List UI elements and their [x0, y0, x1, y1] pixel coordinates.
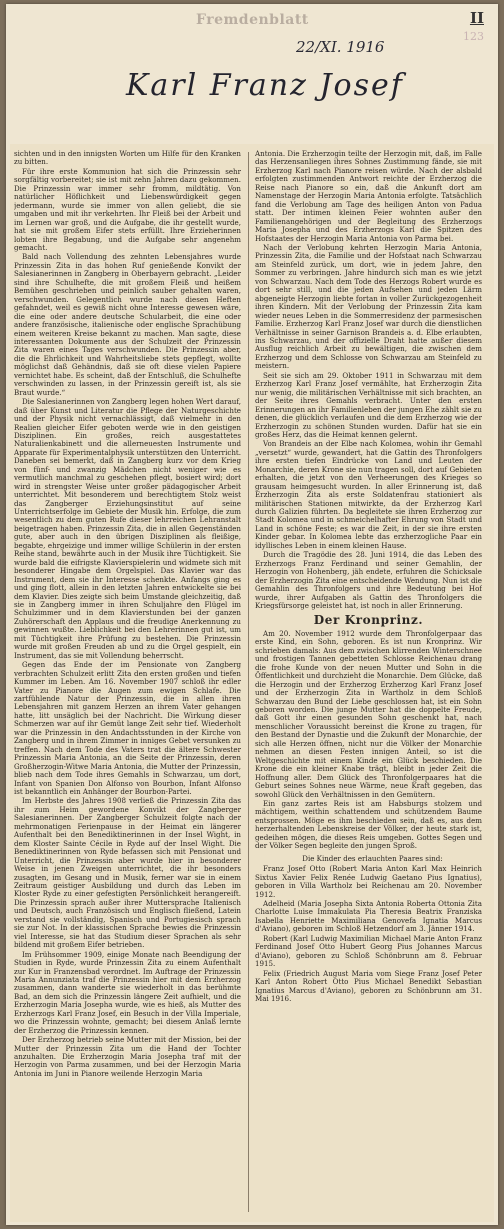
archive-sheet — [6, 4, 498, 1225]
paragraph: Der Erzherzog betrieb seine Mutter mit der Mission, bei der Mutter der Prinzessin Zita um die Hand der Tochter anzuhalten. Die Erzherzogin Maria Josepha traf mit der Herzogin von Parma zusammen, und bei der Herzogin Maria Antonia im Juni in Pianore weilende Herzogin Maria — [14, 1035, 241, 1078]
paragraph: Gegen das Ende der im Pensionate von Zangberg verbrachten Schulzeit erlitt Zita den ersten großen und tiefen Kummer im Leben. Am 16. November 1907 schloß ihr edler Vater zu Pianore die Augen zum ewigen Schlafe. Die zartfühlende Natur der Prinzessin, die in allen ihren Lebensjahren mit ganzem Herzen an ihrem Vater gehangen hatte, litt unsäglich bei der Nachricht. Die Wirkung dieser Schmerzen war auf ihr Gemüt lange Zeit sehr tief. Wiederholt war die Prinzessin in den Andachtsstunden in der Kirche von Zangberg und in ihrem Zimmer in inniges Gebet versunken zu treffen. Nach dem Tode des Vaters trat die ältere Schwester Prinzessin Maria Antonia, an die Seite der Prinzessin, deren Großherzogin-Witwe Maria Antonia, die Mutter der Prinzessin, blieb nach dem Tode ihres Gemahls in Schwarzau, um dort, Infant von Spanien Don Alfonso von Bourbon, Infant Alfonso ist bekanntlich ein Anhänger der Bourbon-Partei. — [14, 660, 241, 796]
paragraph: Von Brandeis an der Elbe nach Kolomea, wohin ihr Gemahl „versetzt“ wurde, gewandert, hat die Gattin des Thronfolgers ihre ersten tiefen Eindrücke von Land und Leuten der Monarchie, deren Krone sie nun tragen soll, dort auf Gebieten erhalten, die jetzt von den Verheerungen des Krieges so grausam heimgesucht wurden. In aller Erinnerung ist, daß Erzherzogin Zita als erste Soldatenfrau stationiert als militärischen Stationen mitwirkte, da der Erzherzog Karl durch Galizien führten. Da begleitete sie ihren Erzherzog zur Stadt Kolomea und in schmeichelhafter Ehrung von Stadt und Land in schöne Feste; es war die Zeit, in der sie ihre ersten Kinder gebar. In Kolomea lebte das erzherzogliche Paar ein idyllisches Leben in einem kleinen Hause. — [255, 439, 482, 550]
paragraph: Durch die Tragödie des 28. Juni 1914, die das Leben des Erzherzogs Franz Ferdinand und seiner Gemahlin, der Herzogin von Hohenberg, jäh endete, erfuhren die Schicksale der Erzherzogin Zita eine entscheidende Wendung. Nun ist die Gemahlin des Thronfolgers und ihre Bedeutung bei Hof wurde, ihrer Aufgaben als Gattin des Thronfolgers die Kriegsfürsorge geleistet hat, ist noch in aller Erinnerung. — [255, 550, 482, 611]
paragraph: Am 20. November 1912 wurde dem Thronfolgerpaar das erste Kind, ein Sohn, geboren. Es ist nun Kronprinz. Wir schrieben damals: Aus dem zwischen klirrenden Winterschnee und frostigen Tannen gebetteten Schlosse Reichenau drang die frohe Kunde von der neuen Mutter und Sohn in die Öffentlichkeit und durchzieht die Monarchie. Dem Glücke, daß die Herzogin und der Erzherzog Erzherzog Karl Franz Josef und der Erzherzogin Zita in Wartholz in dem Schloß Schwarzau den Bund der Liebe geschlossen hat, ist ein Sohn geboren worden. Die junge Mutter hat die doppelte Freude, daß Gott ihr einen gesunden Sohn geschenkt hat, nach menschlicher Voraussicht bereinst die Krone zu tragen, für den Bestand der Dynastie und die Zukunft der Monarchie, der sich alle Herzen öffnen, nicht nur die Völker der Monarchie nehmen an diesen Festen innigen Anteil, so ist die Weltgeschichte mit einem Kinde ein Glück beschieden. Die Krone die ein kleiner Knabe trägt, bleibt in jeder Zeit die Hoffnung aller. Dem Glück des Thronfolgerpaares hat die Geburt seines Sohnes neue Wärme, neue Kraft gegeben, das sowohl Glück den Verhältnissen in den Gemütern. — [255, 628, 482, 799]
paragraph: Im Frühsommer 1909, einige Monate nach Beendigung der Studien in Ryde, wurde Prinzessin Zita zu einem Aufenthalt zur Kur in Franzensbad verordnet. Im Auftrage der Prinzessin Maria Annunziata traf die Prinzessin hier mit dem Erzherzog zusammen, dann wanderte sie wiederholt in das berühmte Bad, an dem sich die Prinzessin längere Zeit aufhielt, und die Erzherzogin Maria Josepha wurde, wie es hieß, als Mutter des Erzherzogs Karl Franz Josef, ein Besuch in der Villa Imperiale, wo die Prinzessin wohnte, gemacht; bei diesem Anlaß lernte der Erzherzog die Prinzessin kennen. — [14, 949, 241, 1035]
left-column — [14, 150, 241, 1218]
paragraph: Antonia. Die Erzherzogin teilte der Herzogin mit, daß, im Falle das Herzensanliegen ihres Sohnes Zustimmung fände, sie mit Erzherzog Karl nach Pianore reisen würde. Nach der alsbald erfolgten zustimmenden Antwort reichte der Erzherzog die Reise nach Pianore so ein, daß die Ankunft dort am Namenstage der Herzogin Maria Antonia erfolgte. Tatsächlich fand die Verlobung am Tage des heiligen Anton von Padua statt. Der intimen kleinen Feier wohnten außer den Familienangehörigen und der Begleitung des Erzherzogs Maria Josepha und des Erzherzogs Karl die Spitzen des Hofstaates der Herzogin Maria Antonia von Parma bei. — [255, 150, 482, 243]
paragraph: Ein ganz zartes Reis ist am Habsburgs stolzem und mächtigem, weithin schattendem und schützendem Baume entsprossen. Möge es ihm beschieden sein, daß es, aus dem herzerhaltenden Lebenskreise der Völker, der heute stark ist, gedeihen mögen, die dieses Reis umgeben. Gottes Segen und der Völker Segen begleite den jungen Sproß. — [255, 798, 482, 851]
archive-number: II — [469, 9, 484, 27]
handwritten-name: Karl Franz Josef — [126, 68, 404, 103]
section-heading-kronprinz: Der Kronprinz. — [313, 613, 424, 628]
children-title: Die Kinder des erlauchten Paares sind: — [302, 853, 443, 863]
newspaper-clipping — [10, 144, 494, 1222]
handwritten-date: 22/XI. 1916 — [296, 38, 385, 56]
child-entry: Adelheid (Maria Josepha Sixta Antonia Roberta Ottonia Zita Charlotte Luise Immakulata Pia Theresia Beatrix Franziska Isabella Henriette Maximiliana Genovefa Ignatia Marcus d'Aviano), geboren im Schloß Hetzendorf am 3. Jänner 1914. — [255, 898, 482, 934]
paragraph: sichten und in den innigsten Worten um Hilfe für den Kranken zu bitten. — [14, 150, 241, 167]
paragraph: Für ihre erste Kommunion hat sich die Prinzessin sehr sorgfältig vorbereitet; sie ist mit zehn Jahren dazu gekommen. Die Prinzessin war immer sehr fromm, mildtätig. Von natürlicher Höflichkeit und Liebenswürdigkeit gegen jedermann, wurde sie immer von allen geliebt, die sie umgaben und mit ihr verkehrten. Ihr Fleiß bei der Arbeit und im Lernen war groß, und die Aufgabe, die ihr gestellt wurde, hat sie mit großem Eifer stets erfüllt. Ihre Erzieherinnen lobten ihre Begabung, und die Aufgabe sehr angenehm gemacht. — [14, 166, 241, 252]
newspaper-stamp: Fremdenblatt — [196, 12, 309, 28]
child-entry: Felix (Friedrich August Maria vom Siege Franz Josef Peter Karl Anton Robert Otto Pius Michael Benedikt Sebastian Ignatius Marcus d'Aviano), geboren zu Schönbrunn am 31. Mai 1916. — [255, 968, 482, 1003]
child-entry: Robert (Karl Ludwig Maximilian Michael Marie Anton Franz Ferdinand Josef Otto Hubert Georg Pius Johannes Marcus d'Aviano), geboren zu Schloß Schönbrunn am 8. Februar 1915. — [255, 933, 482, 969]
paragraph: Seit sie sich am 29. Oktober 1911 in Schwarzau mit dem Erzherzog Karl Franz Josef vermählte, hat Erzherzogin Zita nur wenig, die militärischen Verhältnisse mit sich brachten, an der Seite ihres Gemahls verbracht. Unter den ersten Erinnerungen an ihr Familienleben der jungen Ehe zählt sie zu denen, die glücklich verlaufen und die dem Erzherzog wie der Erzherzogin zu schönen Stunden wurden. Dafür hat sie ein großes Herz, das die Heimat kennen gelernt. — [255, 370, 482, 439]
pencil-note: 123 — [463, 30, 484, 43]
child-entry: Franz Josef Otto (Robert Maria Anton Karl Max Heinrich Sixtus Xavier Felix Renée Ludwig Gaetano Pius Ignatius), geboren in Villa Wartholz bei Reichenau am 20. November 1912. — [255, 864, 482, 899]
right-column — [255, 150, 482, 1218]
paragraph: Bald nach Vollendung des zehnten Lebensjahres wurde Prinzessin Zita in das hohen Ruf genießende Konvikt der Salesianerinnen in Zangberg in Oberbayern gebracht. „Leider sind ihre Schulhefte, die mit großem Fleiß und heißem Bemühen geschrieben und peinlich sauber gehalten waren, verschwunden. Gelegentlich wurde nach diesen Heften gefahndet, weil es gewiß nicht ohne Interesse gewesen wäre, die eine oder andere deutsche Schularbeit, die eine oder andere französische, italienische oder englische Sprachübung einem weiteren Kreise bekannt zu machen. Man sagte, diese interessanten Dokumente aus der Schulzeit der Prinzessin Zita waren eines Tages verschwunden. Die Prinzessin aber, die die Ehrlichkeit und Wahrheitsliebe stets gepflegt, wollte möglichst daß Gehändnis, daß sie oft diese vielen Papiere vernichtet habe. Es scheint, daß der Entschluß, die Schulhefte verschwinden zu lassen, in der Prinzessin gereift ist, als sie Braut wurde.“ — [14, 252, 241, 397]
column-divider — [248, 152, 249, 1212]
paragraph: Die Salesianerinnen von Zangberg legen hohen Wert darauf, daß über Kunst und Literatur die Pflege der Naturgeschichte und der Physik nicht vernachlässigt, daß vielmehr in den Realien gleicher Eifer geboten werde wie in den geistigen Disziplinen. Ein großes, reich ausgestattetes Naturalienkabinett und die allerneuesten Instrumente und Apparate für Experimentalphysik unterstützen den Unterricht. Daneben sei bemerkt, daß in Zangberg kurz vor dem Krieg von fünf- und zwanzig Mädchen nicht weniger wie es vermutlich manchmal zu geschehen pflegt, bosiert wird; dort wird in strengster Weise unter großer pädagogischer Arbeit unterrichtet. Mit besonderem und berechtigtem Stolz weist das Zangberger Erziehungsinstitut auf seine Unterrichtserfolge im Gebiete der Musik hin. Erfolge, die zum wesentlich zu dem guten Rufe dieser lehrreichen Lehranstalt beigetragen haben. Prinzessin Zita, die in allen Gegenständen gute, aber auch in den übrigen Disziplinen als fleißige, begabte, ehrgeizige und immer willige Schülerin in der ersten Reihe stand, bewährte auch in der Musik ihre Tüchtigkeit. Sie wurde bald die eifrigste Klavierspielerin und widmete sich mit besonderer Hingabe dem Orgelspiel. Das Klavier war das Instrument, dem sie ihr Interesse schenkte. Anfangs ging es und ging flott, allein in den letzten Jahren entwickelte sie bei dem Klavier. Dies zeigte sich beim Umstande gleichzeitig, daß sie in Zangberg immer in ihren Schuljahre den Flügel im Schulzimmer und in dem Klavierstunden bei der ganzen Zuhörerschaft den Applaus und die freudige Anerkennung zu gewinnen wußte. Lieblichkeit bei den Lehrerinnen gut ist, um mit Tüchtigkeit ihre Prüfung zu bestehen. Die Prinzessin wurde mit großen Freuden ab und zu die Orgel gespielt, ein Instrument, das sie mit Vollendung beherrscht. — [14, 397, 241, 660]
paragraph: Nach der Verlobung kehrten Herzogin Maria Antonia, Prinzessin Zita, die Familie und der Hofstaat nach Schwarzau am Steinfeld zurück, um dort, wie in jedem Jahre, den Sommer zu verbringen. Jahre hindurch sich man es wie jetzt von Schwarzau. Nach dem Tode des Herzogs Robert wurde es dort sehr still, und die jeden Aufsehen und jeden Lärm abgeneigte Herzogin liebte fortan in voller Zurückgezogenheit ihren Kindern. Mit der Verlobung der Prinzessin Zita kam wieder neues Leben in die Sommerresidenz der parmesischen Familie. Erzherzog Karl Franz Josef war durch die dienstlichen Verhältnisse in seiner Garnison Brandeis a. d. Elbe erlaubten, ins Schwarzau, und der offizielle Draht hatte außer diesem Ausflug reichlich Arbeit zu bewältigen, die zwischen dem Erzherzog und dem Schlosse von Schwarzau am Steinfeld zu meistern. — [255, 242, 482, 371]
paragraph: Im Herbste des Jahres 1908 verließ die Prinzessin Zita das ihr zum Heim gewordene Konvikt der Zangberger Salesianerinnen. Der Zangberger Schulzeit folgte nach der mehrmonatigen Ferienpause in der Heimat ein längerer Aufenthalt bei den Benediktinerinnen in der Insel Wight, in dem Kloster Sainte Cécile in Ryde auf der Insel Wight. Die Benediktinerinnen von Ryde befassen sich mit Pensionat und Unterricht, die Prinzessin aber wurde hier in besonderer Weise in jenen Zweigen unterrichtet, die ihr besonders zusagten, im Gesang und in Musik, ferner war sie in einem Zeitraum geistiger Ausbildung und durch das Leben im Kloster Ryde zu einer gefestigten Persönlichkeit herangereift. Die Prinzessin sprach außer ihrer Muttersprache Italienisch und Deutsch, auch Französisch und Englisch fließend, Latein verstand sie vollständig, Spanisch und Portugiesisch sprach sie zur Not. In der klassischen Sprache bewies die Prinzessin viel Interesse, sie hat das Studium dieser Sprachen als sehr bildend mit großem Eifer betrieben. — [14, 796, 241, 950]
